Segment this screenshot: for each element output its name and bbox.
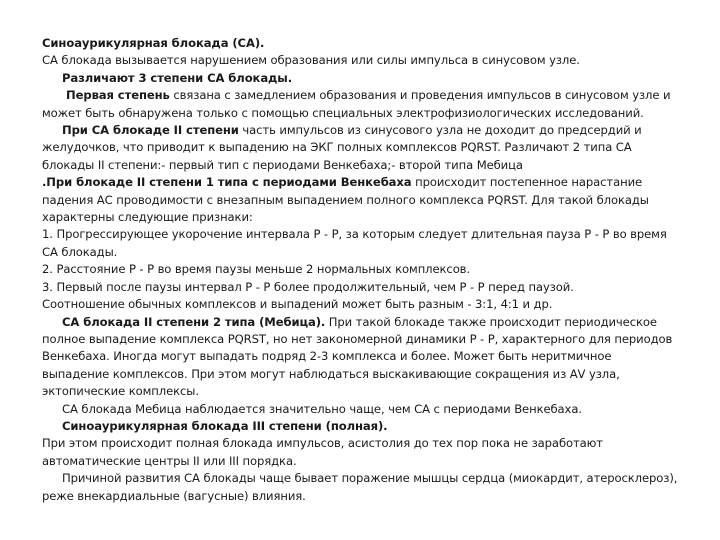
paragraph-second-degree: [42, 122, 682, 174]
paragraph-definition: СА блокада вызывается нарушением образования или силы импульса в синусовом узле.: [42, 53, 580, 68]
first-degree-text: связана с замедлением образования и проведения импульсов в синусовом узле и может быть обнаружена только с помощью специальных электрофизиологических исследований.: [42, 88, 671, 120]
sign-item: 1. Прогрессирующее укорочение интервала Р - Р, за которым следует длительная пауза Р - Р во время СА блокады.: [42, 227, 667, 259]
degrees-heading: Различают 3 степени СА блокады.: [62, 70, 292, 85]
document-title: Синоаурикулярная блокада (СА).: [42, 36, 265, 50]
second-degree-lead: При СА блокаде II степени: [62, 123, 239, 138]
third-degree-heading: Синоаурикулярная блокада III степени (полная).: [62, 418, 388, 433]
sign-item: 2. Расстояние Р - Р во время паузы меньше 2 нормальных комплексов.: [42, 262, 471, 277]
document-body: [42, 35, 682, 505]
type2-lead: СА блокада II степени 2 типа (Мебица).: [62, 314, 326, 329]
type2-text: При такой блокаде также происходит периодическое полное выпадение комплекса PQRST, но нет закономерной динамики Р - Р, характерного для периодов Венкебаха. Иногда могут выпадать подряд 2-3 комплекса и более. Может быть неритмичное выпадение комплексов. При этом могут наблюдаться выскакивающие сокращения из АV узла, эктопические комплексы.: [42, 314, 673, 399]
paragraph-cause: Причиной развития СА блокады чаще бывает поражение мышцы сердца (миокардит, атеросклероз), реже внекардиальные (вагусные) влияния.: [42, 471, 678, 503]
first-degree-lead: Первая степень: [66, 88, 170, 103]
sign-item: Соотношение обычных комплексов и выпадений может быть разным - 3:1, 4:1 и др.: [42, 297, 553, 312]
type1-lead: .При блокаде II степени 1 типа с периодами Венкебаха: [42, 175, 412, 190]
paragraph-first-degree: [42, 87, 682, 122]
paragraph-mobitz-note: СА блокада Мебица наблюдается значительно чаще, чем СА с периодами Венкебаха.: [62, 401, 582, 416]
type1-text: происходит постепенное нарастание падения АС проводимости с внезапным выпадением полного комплекса PQRST. Для такой блокады характерны следующие признаки:: [42, 175, 649, 225]
paragraph-type2: [42, 314, 682, 401]
second-degree-text: часть импульсов из синусового узла не доходит до предсердий и желудочков, что приводит к выпадению на ЭКГ полных комплексов PQRST. Различают 2 типа СА блокады II степени:- первый тип с периодами Венкебаха;- второй типа Мебица: [42, 123, 642, 172]
sign-item: 3. Первый после паузы интервал Р - Р более продолжительный, чем Р - Р перед паузой.: [42, 279, 574, 294]
paragraph-third-degree: При этом происходит полная блокада импульсов, асистолия до тех пор пока не заработают автоматические центры II или III порядка.: [42, 436, 603, 468]
paragraph-type1: [42, 174, 682, 226]
